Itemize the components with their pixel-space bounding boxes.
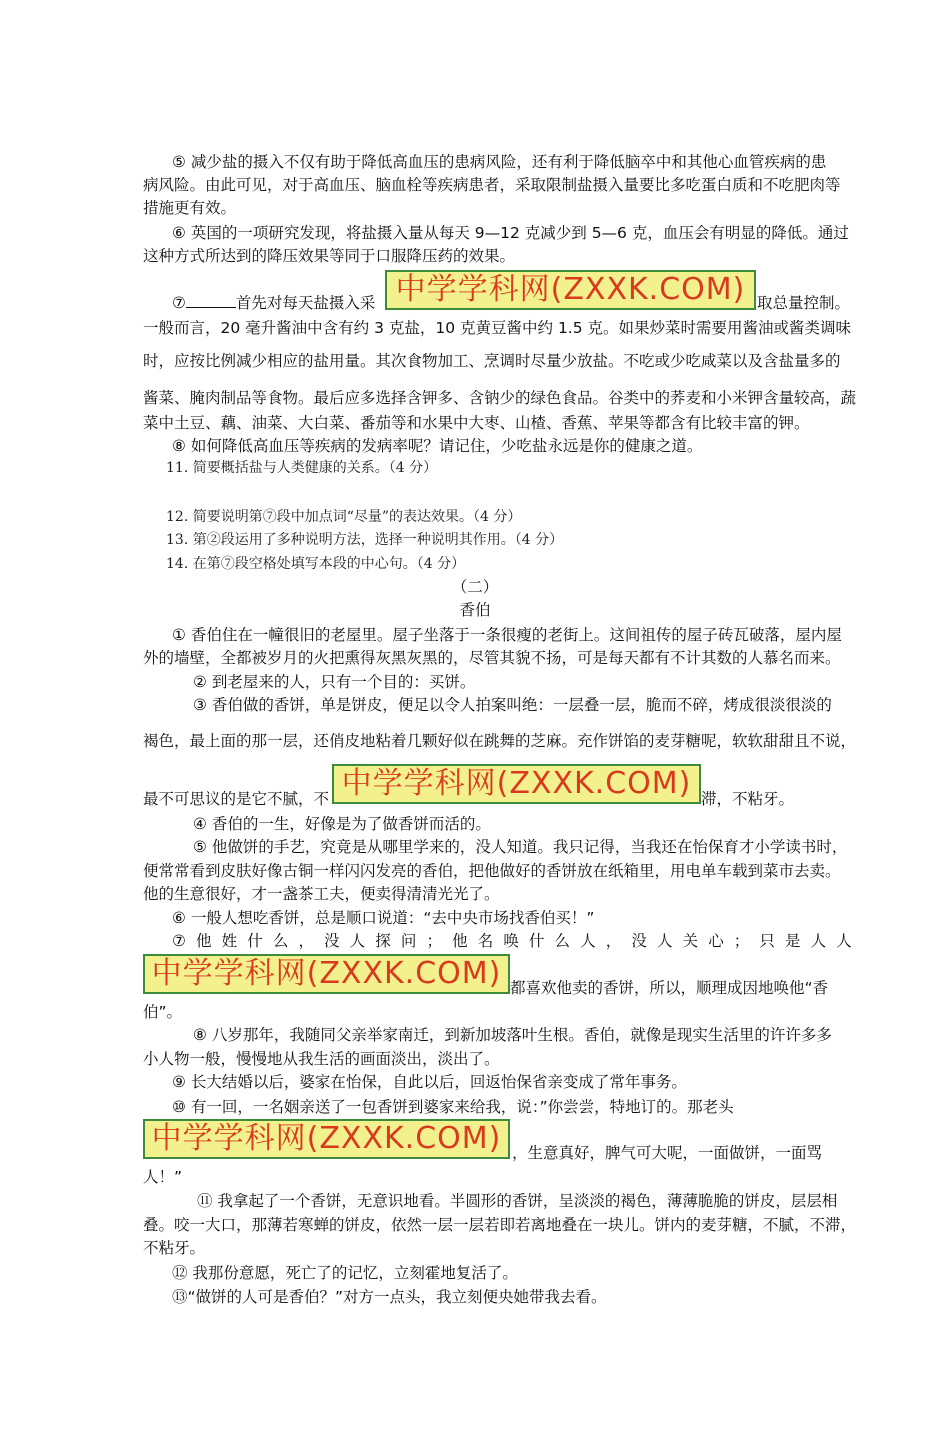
s2-p2: ② 到老屋来的人，只有一个目的：买饼。 xyxy=(193,673,476,691)
p7-char: 问 xyxy=(400,932,417,950)
s2-p10-line2: ，生意真好，脾气可大呢，一面做饼，一面骂 xyxy=(512,1144,823,1162)
s2-p1-line2: 外的墙壁，全都被岁月的火把熏得灰黑灰黑的，尽管其貌不扬，可是每天都有不计其数的人慕名而来。 xyxy=(143,649,841,667)
p7-char: 人 xyxy=(580,932,596,950)
watermark-2: 中学学科网(ZXXK.COM) xyxy=(332,764,701,804)
s2-p8-line2: 小人物一般，慢慢地从我生活的画面淡出，淡出了。 xyxy=(143,1050,500,1068)
s1-p7-number: ⑦ xyxy=(172,294,186,312)
p7-char: ； xyxy=(426,932,442,950)
s2-p11-line3: 不粘牙。 xyxy=(143,1239,206,1257)
s2-p10-line1: ⑩ 有一回，一名姻亲送了一包香饼到婆家来给我，说：”你尝尝，特地订的。那老头 xyxy=(172,1098,734,1116)
p7-char: ， xyxy=(605,932,622,950)
question-11: 11. 简要概括盐与人类健康的关系。（4 分） xyxy=(166,460,438,476)
s2-p7-line2: 都喜欢他卖的香饼，所以，顺理成因地唤他“香 xyxy=(510,979,829,997)
p7-char: 人 xyxy=(836,932,852,950)
s1-p7-end: 取总量控制。 xyxy=(757,294,851,312)
p7-char: 关 xyxy=(682,932,699,950)
p7-char: 没 xyxy=(324,932,340,950)
p7-char: ， xyxy=(298,932,314,950)
s2-p1-line1: ① 香伯住在一幢很旧的老屋里。屋子坐落于一条很瘦的老街上。这间祖传的屋子砖瓦破落，屋内屋 xyxy=(172,626,842,644)
p7-char: ； xyxy=(733,932,750,950)
s2-p11-line2: 叠。咬一大口，那薄若寒蝉的饼皮，依然一层一层若即若离地叠在一块儿。饼内的麦芽糖，不腻，不滞， xyxy=(143,1216,857,1234)
s2-p9: ⑨ 长大结婚以后，婆家在怡保，自此以后，回返怡保省亲变成了常年事务。 xyxy=(172,1073,687,1091)
article-title: 香伯 xyxy=(459,601,491,619)
s1-p7-line4: 酱菜、腌肉制品等食物。最后应多选择含钾多、含钠少的绿色食品。谷类中的荞麦和小米钾含量较高，蔬 xyxy=(143,389,857,407)
s2-p3-line3a: 最不可思议的是它不腻，不 xyxy=(143,790,330,808)
question-12: 12. 简要说明第⑦段中加点词“尽量”的表达效果。（4 分） xyxy=(166,509,522,525)
s1-p5-line3: 措施更有效。 xyxy=(143,199,237,217)
s2-p7-line3: 伯”。 xyxy=(143,1003,183,1021)
p7-char: 人 xyxy=(810,932,827,950)
s2-p5-line1: ⑤ 他做饼的手艺，究竟是从哪里学来的，没人知道。我只记得，当我还在怡保育才小学读书时， xyxy=(193,838,848,856)
s2-p3-line2: 褐色，最上面的那一层，还俏皮地粘着几颗好似在跳舞的芝麻。充作饼馅的麦芽糖呢，软软甜甜且不说， xyxy=(143,732,857,750)
s2-p3-line3b: 滞，不粘牙。 xyxy=(701,790,795,808)
s2-p5-line2: 便常常看到皮肤好像古铜一样闪闪发亮的香伯，把他做好的香饼放在纸箱里，用电单车载到菜市去卖。 xyxy=(143,862,841,880)
s1-p6-line1: ⑥ 英国的一项研究发现，将盐摄入量从每天 9—12 克减少到 5—6 克，血压会有明显的降低。通过 xyxy=(172,224,849,242)
s2-p7-line1 xyxy=(172,930,852,952)
p7-char: 么 xyxy=(554,932,571,950)
s2-p5-line3: 他的生意很好，才一盏茶工夫，便卖得清清光光了。 xyxy=(143,885,500,903)
s1-p7-line2: 一般而言，20 毫升酱油中含有约 3 克盐，10 克黄豆酱中约 1.5 克。如果炒菜时需要用酱油或酱类调味 xyxy=(143,319,852,337)
question-14: 14. 在第⑦段空格处填写本段的中心句。（4 分） xyxy=(166,556,466,572)
watermark-3: 中学学科网(ZXXK.COM) xyxy=(143,954,510,994)
question-13: 13. 第②段运用了多种说明方法，选择一种说明其作用。（4 分） xyxy=(166,532,564,548)
s1-p7-line5: 菜中土豆、藕、油菜、大白菜、番茄等和水果中大枣、山楂、香蕉、苹果等都含有比较丰富的钾。 xyxy=(143,414,810,432)
p7-char: 只 xyxy=(759,932,775,950)
section-number: （二） xyxy=(451,578,499,596)
p7-char: 姓 xyxy=(221,932,238,950)
p7-char: 没 xyxy=(631,932,647,950)
p7-char: 探 xyxy=(375,932,391,950)
s1-p7-line3: 时，应按比例减少相应的盐用量。其次食物加工、烹调时尽量少放盐。不吃或少吃咸菜以及含盐量多的 xyxy=(143,352,841,370)
p7-char: 是 xyxy=(785,932,801,950)
p7-char: 名 xyxy=(477,932,494,950)
p7-char: 人 xyxy=(349,932,366,950)
p7-char: 什 xyxy=(528,932,545,950)
p7-char: 心 xyxy=(708,932,724,950)
s2-p10-line3: 人！” xyxy=(143,1168,183,1186)
p7-char: 唤 xyxy=(503,932,519,950)
p7-char: 什 xyxy=(247,932,263,950)
s1-p7-blank xyxy=(186,293,236,308)
watermark-4: 中学学科网(ZXXK.COM) xyxy=(143,1119,510,1159)
s2-p12: ⑫ 我那份意愿，死亡了的记忆，立刻霍地复活了。 xyxy=(172,1264,518,1282)
p7-char: 人 xyxy=(656,932,673,950)
s2-p11-line1: ⑪ 我拿起了一个香饼，无意识地看。半圆形的香饼，呈淡淡的褐色，薄薄脆脆的饼皮，层层相 xyxy=(197,1192,838,1210)
s2-p4: ④ 香伯的一生，好像是为了做香饼而活的。 xyxy=(193,815,491,833)
s2-p13: ⑬“做饼的人可是香伯？”对方一点头，我立刻便央她带我去看。 xyxy=(172,1288,607,1306)
s1-p5-line1: ⑤ 减少盐的摄入不仅有助于降低高血压的患病风险，还有利于降低脑卒中和其他心血管疾病的患 xyxy=(172,153,827,171)
s2-p8-line1: ⑧ 八岁那年，我随同父亲举家南迁，到新加坡落叶生根。香伯，就像是现实生活里的许许多多 xyxy=(193,1026,832,1044)
s1-p5-line2: 病风险。由此可见，对于高血压、脑血栓等疾病患者，采取限制盐摄入量要比多吃蛋白质和不吃肥肉等 xyxy=(143,176,841,194)
s2-p6: ⑥ 一般人想吃香饼，总是顺口说道：“去中央市场找香伯买！” xyxy=(172,909,595,927)
watermark-1: 中学学科网(ZXXK.COM) xyxy=(385,270,756,310)
p7-char: 他 xyxy=(196,932,212,950)
p7-char: 么 xyxy=(272,932,289,950)
s1-p7-mid: 首先对每天盐摄入采 xyxy=(235,294,376,312)
s1-p7-first-line xyxy=(172,292,375,314)
p7-char: 他 xyxy=(452,932,468,950)
p7-char: ⑦ xyxy=(172,932,186,950)
s2-p3-line1: ③ 香伯做的香饼，单是饼皮，便足以令人拍案叫绝：一层叠一层，脆而不碎，烤成很淡很淡的 xyxy=(193,696,832,714)
s1-p6-line2: 这种方式所达到的降压效果等同于口服降压药的效果。 xyxy=(143,247,516,265)
s1-p8: ⑧ 如何降低高血压等疾病的发病率呢？请记住，少吃盐永远是你的健康之道。 xyxy=(172,437,703,455)
